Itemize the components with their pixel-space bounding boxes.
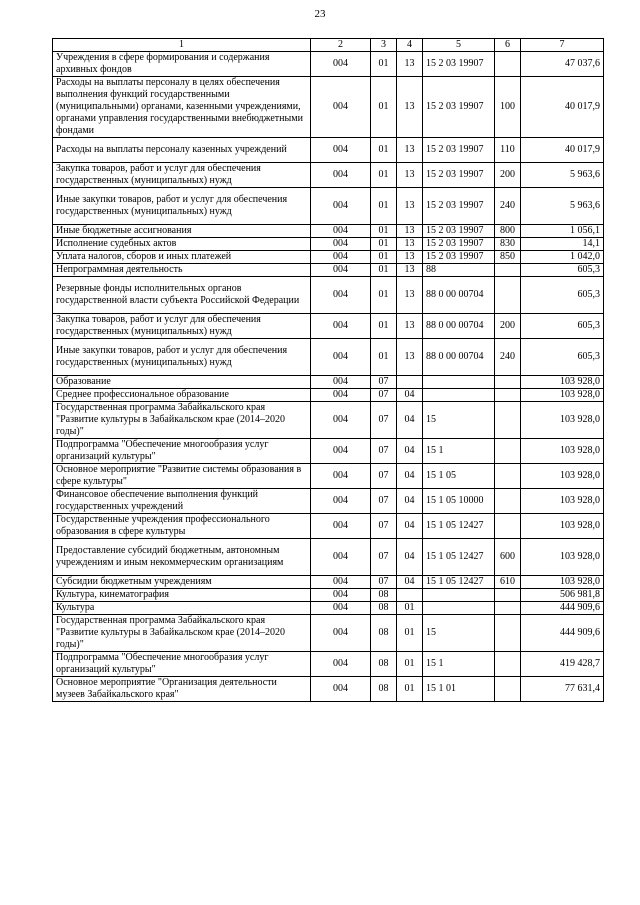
row-target-article-cell: 15 2 03 19907 — [423, 238, 495, 251]
row-expense-type-cell: 110 — [495, 138, 521, 163]
row-subsection-cell: 13 — [397, 238, 423, 251]
row-ministry-code-cell: 004 — [311, 376, 371, 389]
row-target-article-cell: 15 1 — [423, 652, 495, 677]
row-target-article-cell: 88 0 00 00704 — [423, 339, 495, 376]
table-row — [53, 225, 604, 238]
row-expense-type-cell — [495, 464, 521, 489]
row-amount-cell: 1 056,1 — [521, 225, 604, 238]
row-target-article-cell: 15 2 03 19907 — [423, 138, 495, 163]
row-subsection-cell: 01 — [397, 602, 423, 615]
row-amount-cell: 77 631,4 — [521, 677, 604, 702]
table-row — [53, 576, 604, 589]
row-target-article-cell: 15 1 05 12427 — [423, 514, 495, 539]
row-amount-cell: 605,3 — [521, 277, 604, 314]
row-target-article-cell: 15 2 03 19907 — [423, 77, 495, 138]
row-target-article-cell: 15 2 03 19907 — [423, 251, 495, 264]
row-ministry-code-cell: 004 — [311, 677, 371, 702]
table-row — [53, 389, 604, 402]
row-expense-type-cell — [495, 589, 521, 602]
row-name-cell: Иные закупки товаров, работ и услуг для обеспечения государственных (муниципальных) нужд — [53, 339, 311, 376]
table-row — [53, 264, 604, 277]
row-ministry-code-cell: 004 — [311, 489, 371, 514]
row-name-cell: Исполнение судебных актов — [53, 238, 311, 251]
row-ministry-code-cell: 004 — [311, 314, 371, 339]
row-expense-type-cell — [495, 652, 521, 677]
row-subsection-cell: 04 — [397, 389, 423, 402]
row-ministry-code-cell: 004 — [311, 264, 371, 277]
row-name-cell: Закупка товаров, работ и услуг для обеспечения государственных (муниципальных) нужд — [53, 163, 311, 188]
row-section-cell: 01 — [371, 339, 397, 376]
row-expense-type-cell: 200 — [495, 314, 521, 339]
row-ministry-code-cell: 004 — [311, 188, 371, 225]
row-expense-type-cell: 600 — [495, 539, 521, 576]
row-subsection-cell: 04 — [397, 539, 423, 576]
row-section-cell: 01 — [371, 264, 397, 277]
row-name-cell: Уплата налогов, сборов и иных платежей — [53, 251, 311, 264]
row-section-cell: 07 — [371, 489, 397, 514]
row-target-article-cell: 15 1 01 — [423, 677, 495, 702]
row-section-cell: 08 — [371, 677, 397, 702]
row-name-cell: Закупка товаров, работ и услуг для обеспечения государственных (муниципальных) нужд — [53, 314, 311, 339]
row-subsection-cell: 04 — [397, 576, 423, 589]
table-row — [53, 163, 604, 188]
table-row — [53, 677, 604, 702]
row-target-article-cell: 88 0 00 00704 — [423, 277, 495, 314]
row-name-cell: Основное мероприятие "Организация деятельности музеев Забайкальского края" — [53, 677, 311, 702]
row-amount-cell: 103 928,0 — [521, 439, 604, 464]
row-name-cell: Непрограммная деятельность — [53, 264, 311, 277]
row-subsection-cell: 04 — [397, 439, 423, 464]
row-ministry-code-cell: 004 — [311, 389, 371, 402]
row-section-cell: 07 — [371, 576, 397, 589]
row-section-cell: 07 — [371, 402, 397, 439]
row-amount-cell: 444 909,6 — [521, 602, 604, 615]
table-row — [53, 339, 604, 376]
row-target-article-cell — [423, 602, 495, 615]
row-amount-cell: 1 042,0 — [521, 251, 604, 264]
row-ministry-code-cell: 004 — [311, 251, 371, 264]
row-amount-cell: 506 981,8 — [521, 589, 604, 602]
row-ministry-code-cell: 004 — [311, 339, 371, 376]
table-row — [53, 138, 604, 163]
header-col-3: 3 — [371, 39, 397, 52]
table-row — [53, 238, 604, 251]
row-ministry-code-cell: 004 — [311, 402, 371, 439]
row-amount-cell: 103 928,0 — [521, 376, 604, 389]
row-target-article-cell — [423, 589, 495, 602]
table-row — [53, 188, 604, 225]
row-subsection-cell: 13 — [397, 77, 423, 138]
row-target-article-cell: 15 1 05 — [423, 464, 495, 489]
row-target-article-cell: 15 2 03 19907 — [423, 225, 495, 238]
row-name-cell: Среднее профессиональное образование — [53, 389, 311, 402]
row-expense-type-cell: 100 — [495, 77, 521, 138]
row-amount-cell: 605,3 — [521, 314, 604, 339]
row-name-cell: Подпрограмма "Обеспечение многообразия услуг организаций культуры" — [53, 652, 311, 677]
row-amount-cell: 5 963,6 — [521, 163, 604, 188]
row-ministry-code-cell: 004 — [311, 77, 371, 138]
row-expense-type-cell: 800 — [495, 225, 521, 238]
row-section-cell: 07 — [371, 539, 397, 576]
table-row — [53, 514, 604, 539]
row-ministry-code-cell: 004 — [311, 602, 371, 615]
row-name-cell: Культура, кинематография — [53, 589, 311, 602]
table-row — [53, 52, 604, 77]
row-ministry-code-cell: 004 — [311, 277, 371, 314]
row-section-cell: 08 — [371, 652, 397, 677]
table-body — [53, 52, 604, 702]
row-expense-type-cell — [495, 402, 521, 439]
row-target-article-cell: 15 1 05 12427 — [423, 576, 495, 589]
header-col-7: 7 — [521, 39, 604, 52]
row-subsection-cell: 13 — [397, 138, 423, 163]
row-ministry-code-cell: 004 — [311, 238, 371, 251]
table-row — [53, 439, 604, 464]
row-subsection-cell: 13 — [397, 188, 423, 225]
row-target-article-cell: 15 2 03 19907 — [423, 163, 495, 188]
row-target-article-cell — [423, 389, 495, 402]
row-amount-cell: 103 928,0 — [521, 402, 604, 439]
row-expense-type-cell — [495, 602, 521, 615]
row-name-cell: Иные закупки товаров, работ и услуг для обеспечения государственных (муниципальных) нужд — [53, 188, 311, 225]
page-number: 23 — [314, 8, 326, 20]
row-section-cell: 08 — [371, 615, 397, 652]
row-section-cell: 07 — [371, 439, 397, 464]
row-target-article-cell: 15 1 — [423, 439, 495, 464]
row-ministry-code-cell: 004 — [311, 464, 371, 489]
row-section-cell: 01 — [371, 251, 397, 264]
row-expense-type-cell: 240 — [495, 339, 521, 376]
row-expense-type-cell — [495, 514, 521, 539]
row-subsection-cell: 01 — [397, 677, 423, 702]
row-target-article-cell: 15 — [423, 402, 495, 439]
header-col-2: 2 — [311, 39, 371, 52]
row-amount-cell: 419 428,7 — [521, 652, 604, 677]
row-name-cell: Финансовое обеспечение выполнения функций государственных учреждений — [53, 489, 311, 514]
row-name-cell: Предоставление субсидий бюджетным, автономным учреждениям и иным некоммерческим организациям — [53, 539, 311, 576]
row-target-article-cell: 88 0 00 00704 — [423, 314, 495, 339]
row-subsection-cell: 13 — [397, 225, 423, 238]
row-ministry-code-cell: 004 — [311, 138, 371, 163]
row-ministry-code-cell: 004 — [311, 225, 371, 238]
row-subsection-cell: 13 — [397, 339, 423, 376]
row-section-cell: 01 — [371, 225, 397, 238]
row-section-cell: 01 — [371, 77, 397, 138]
row-subsection-cell: 13 — [397, 264, 423, 277]
row-amount-cell: 14,1 — [521, 238, 604, 251]
row-amount-cell: 47 037,6 — [521, 52, 604, 77]
table-row — [53, 464, 604, 489]
row-expense-type-cell — [495, 439, 521, 464]
row-name-cell: Основное мероприятие "Развитие системы образования в сфере культуры" — [53, 464, 311, 489]
row-ministry-code-cell: 004 — [311, 163, 371, 188]
row-expense-type-cell — [495, 277, 521, 314]
row-expense-type-cell — [495, 489, 521, 514]
row-amount-cell: 103 928,0 — [521, 576, 604, 589]
row-subsection-cell: 13 — [397, 251, 423, 264]
header-col-4: 4 — [397, 39, 423, 52]
row-amount-cell: 103 928,0 — [521, 489, 604, 514]
row-section-cell: 07 — [371, 514, 397, 539]
row-target-article-cell — [423, 376, 495, 389]
row-name-cell: Государственная программа Забайкальского края "Развитие культуры в Забайкальском крае (2014–2020 годы)" — [53, 402, 311, 439]
row-expense-type-cell — [495, 52, 521, 77]
row-name-cell: Расходы на выплаты персоналу в целях обеспечения выполнения функций государственными (муниципальными) органами, казенными учреждениями, органами управления государственными внебюджетными фондами — [53, 77, 311, 138]
row-name-cell: Образование — [53, 376, 311, 389]
row-amount-cell: 103 928,0 — [521, 389, 604, 402]
table-row — [53, 652, 604, 677]
row-amount-cell: 40 017,9 — [521, 138, 604, 163]
row-amount-cell: 103 928,0 — [521, 539, 604, 576]
row-section-cell: 07 — [371, 389, 397, 402]
row-expense-type-cell — [495, 376, 521, 389]
row-ministry-code-cell: 004 — [311, 652, 371, 677]
row-amount-cell: 605,3 — [521, 339, 604, 376]
row-subsection-cell: 04 — [397, 514, 423, 539]
row-expense-type-cell: 610 — [495, 576, 521, 589]
table-row — [53, 77, 604, 138]
table-row — [53, 277, 604, 314]
table-row — [53, 589, 604, 602]
row-subsection-cell: 04 — [397, 402, 423, 439]
row-ministry-code-cell: 004 — [311, 439, 371, 464]
row-amount-cell: 40 017,9 — [521, 77, 604, 138]
budget-table — [52, 38, 604, 702]
row-expense-type-cell: 830 — [495, 238, 521, 251]
row-section-cell: 08 — [371, 589, 397, 602]
header-col-1: 1 — [53, 39, 311, 52]
table-row — [53, 539, 604, 576]
table-row — [53, 402, 604, 439]
row-amount-cell: 5 963,6 — [521, 188, 604, 225]
row-name-cell: Государственные учреждения профессионального образования в сфере культуры — [53, 514, 311, 539]
table-header-row — [53, 39, 604, 52]
row-expense-type-cell — [495, 264, 521, 277]
table-row — [53, 615, 604, 652]
row-ministry-code-cell: 004 — [311, 539, 371, 576]
row-amount-cell: 444 909,6 — [521, 615, 604, 652]
row-target-article-cell: 15 2 03 19907 — [423, 188, 495, 225]
row-ministry-code-cell: 004 — [311, 589, 371, 602]
row-subsection-cell: 04 — [397, 464, 423, 489]
header-col-6: 6 — [495, 39, 521, 52]
table-row — [53, 489, 604, 514]
table-row — [53, 376, 604, 389]
row-section-cell: 01 — [371, 138, 397, 163]
row-subsection-cell: 01 — [397, 652, 423, 677]
row-expense-type-cell: 850 — [495, 251, 521, 264]
table-row — [53, 251, 604, 264]
row-target-article-cell: 15 1 05 10000 — [423, 489, 495, 514]
row-subsection-cell: 13 — [397, 277, 423, 314]
row-ministry-code-cell: 004 — [311, 576, 371, 589]
row-target-article-cell: 15 — [423, 615, 495, 652]
table-row — [53, 602, 604, 615]
row-section-cell: 01 — [371, 238, 397, 251]
row-ministry-code-cell: 004 — [311, 52, 371, 77]
row-subsection-cell: 13 — [397, 52, 423, 77]
row-subsection-cell: 13 — [397, 163, 423, 188]
row-amount-cell: 103 928,0 — [521, 464, 604, 489]
row-section-cell: 01 — [371, 277, 397, 314]
row-section-cell: 01 — [371, 314, 397, 339]
row-name-cell: Резервные фонды исполнительных органов государственной власти субъекта Российской Федерации — [53, 277, 311, 314]
row-name-cell: Учреждения в сфере формирования и содержания архивных фондов — [53, 52, 311, 77]
row-name-cell: Культура — [53, 602, 311, 615]
row-section-cell: 07 — [371, 376, 397, 389]
row-expense-type-cell — [495, 677, 521, 702]
row-name-cell: Субсидии бюджетным учреждениям — [53, 576, 311, 589]
row-amount-cell: 605,3 — [521, 264, 604, 277]
row-target-article-cell: 15 1 05 12427 — [423, 539, 495, 576]
row-section-cell: 01 — [371, 52, 397, 77]
row-name-cell: Иные бюджетные ассигнования — [53, 225, 311, 238]
row-subsection-cell: 04 — [397, 489, 423, 514]
row-subsection-cell: 01 — [397, 615, 423, 652]
row-amount-cell: 103 928,0 — [521, 514, 604, 539]
row-expense-type-cell: 240 — [495, 188, 521, 225]
row-name-cell: Расходы на выплаты персоналу казенных учреждений — [53, 138, 311, 163]
row-expense-type-cell — [495, 615, 521, 652]
row-ministry-code-cell: 004 — [311, 514, 371, 539]
table-row — [53, 314, 604, 339]
row-name-cell: Подпрограмма "Обеспечение многообразия услуг организаций культуры" — [53, 439, 311, 464]
row-expense-type-cell: 200 — [495, 163, 521, 188]
row-target-article-cell: 88 — [423, 264, 495, 277]
row-expense-type-cell — [495, 389, 521, 402]
row-name-cell: Государственная программа Забайкальского края "Развитие культуры в Забайкальском крае (2014–2020 годы)" — [53, 615, 311, 652]
row-subsection-cell — [397, 376, 423, 389]
row-ministry-code-cell: 004 — [311, 615, 371, 652]
row-section-cell: 08 — [371, 602, 397, 615]
row-section-cell: 07 — [371, 464, 397, 489]
row-subsection-cell — [397, 589, 423, 602]
row-section-cell: 01 — [371, 163, 397, 188]
row-subsection-cell: 13 — [397, 314, 423, 339]
row-section-cell: 01 — [371, 188, 397, 225]
row-target-article-cell: 15 2 03 19907 — [423, 52, 495, 77]
header-col-5: 5 — [423, 39, 495, 52]
